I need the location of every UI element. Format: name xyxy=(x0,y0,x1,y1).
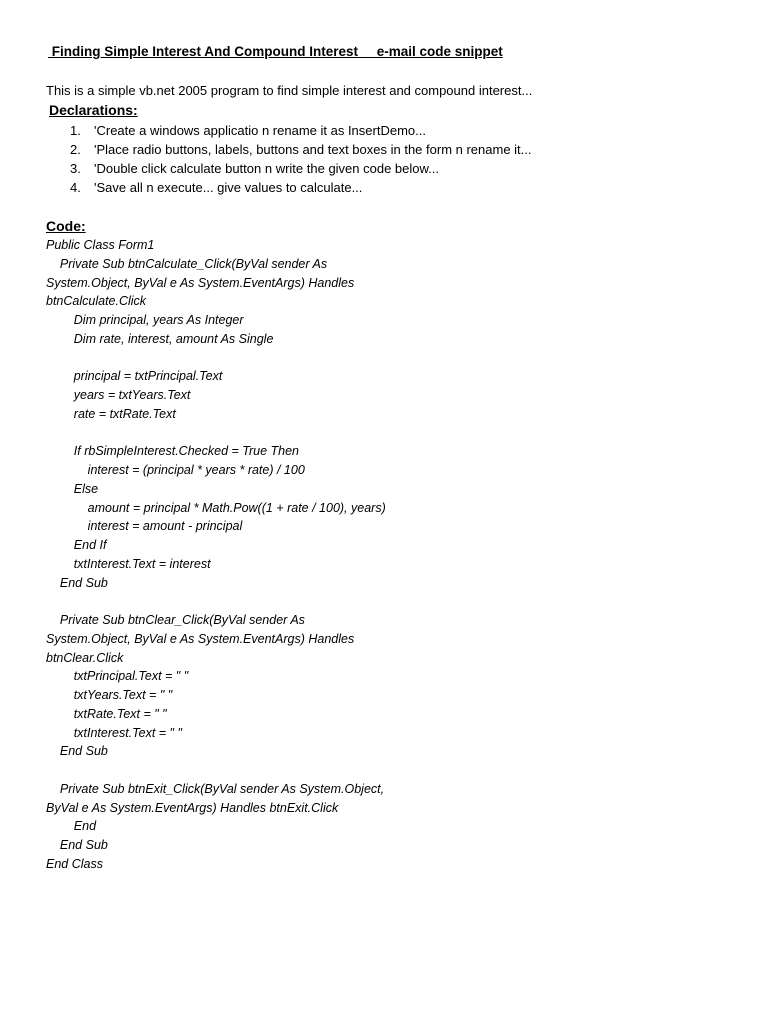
code-line: interest = (principal * years * rate) / 100 xyxy=(46,463,305,477)
code-line xyxy=(46,592,386,611)
code-line xyxy=(46,349,386,368)
code-line: Private Sub btnCalculate_Click(ByVal sender As xyxy=(46,256,328,271)
document-title: Finding Simple Interest And Compound Interest e-mail code snippet xyxy=(48,44,503,59)
code-line: System.Object, ByVal e As System.EventArgs) Handles xyxy=(46,275,355,290)
list-item-text: 'Double click calculate button n write the given code below... xyxy=(94,161,440,176)
code-line: Private Sub btnExit_Click(ByVal sender As System.Object, xyxy=(46,781,385,796)
code-line xyxy=(46,761,386,780)
code-line: Else xyxy=(46,481,99,496)
code-block xyxy=(46,236,386,874)
code-line: End xyxy=(46,819,97,834)
code-line: txtInterest.Text = " " xyxy=(46,725,182,740)
intro-paragraph: This is a simple vb.net 2005 program to find simple interest and compound interest... xyxy=(46,83,533,98)
code-line: Public Class Form1 xyxy=(46,238,155,252)
code-line: If rbSimpleInterest.Checked = True Then xyxy=(46,444,300,459)
code-line: Dim principal, years As Integer xyxy=(46,313,244,327)
list-item-text: 'Place radio buttons, labels, buttons and text boxes in the form n rename it... xyxy=(94,142,532,157)
code-heading: Code: xyxy=(46,218,86,234)
list-item-number: 2. xyxy=(70,142,81,157)
code-line: End Sub xyxy=(46,838,108,852)
code-line: txtYears.Text = " " xyxy=(46,688,173,702)
code-line: ByVal e As System.EventArgs) Handles btnExit.Click xyxy=(46,800,339,815)
code-line: txtRate.Text = " " xyxy=(46,706,167,721)
code-line: End Sub xyxy=(46,575,108,590)
declarations-heading: Declarations: xyxy=(49,102,138,118)
code-line: txtInterest.Text = interest xyxy=(46,556,211,571)
code-line: btnCalculate.Click xyxy=(46,294,147,309)
list-item-text: 'Create a windows applicatio n rename it as InsertDemo... xyxy=(94,123,426,138)
list-item-number: 4. xyxy=(70,180,81,195)
code-line: Private Sub btnClear_Click(ByVal sender As xyxy=(46,613,305,627)
code-line: years = txtYears.Text xyxy=(46,388,191,402)
code-line: End Sub xyxy=(46,744,108,759)
list-item-number: 3. xyxy=(70,161,81,176)
list-item-text: 'Save all n execute... give values to calculate... xyxy=(94,180,363,195)
code-line: txtPrincipal.Text = " " xyxy=(46,669,189,684)
code-line: principal = txtPrincipal.Text xyxy=(46,369,223,384)
code-line: Dim rate, interest, amount As Single xyxy=(46,331,274,346)
list-item-number: 1. xyxy=(70,123,81,138)
code-line: rate = txtRate.Text xyxy=(46,406,176,421)
code-line: amount = principal * Math.Pow((1 + rate / 100), years) xyxy=(46,500,386,515)
code-line: End If xyxy=(46,538,107,552)
code-line xyxy=(46,424,386,443)
code-line: btnClear.Click xyxy=(46,650,124,665)
code-line: End Class xyxy=(46,856,103,871)
code-line: interest = amount - principal xyxy=(46,519,243,534)
code-line: System.Object, ByVal e As System.EventArgs) Handles xyxy=(46,631,355,646)
